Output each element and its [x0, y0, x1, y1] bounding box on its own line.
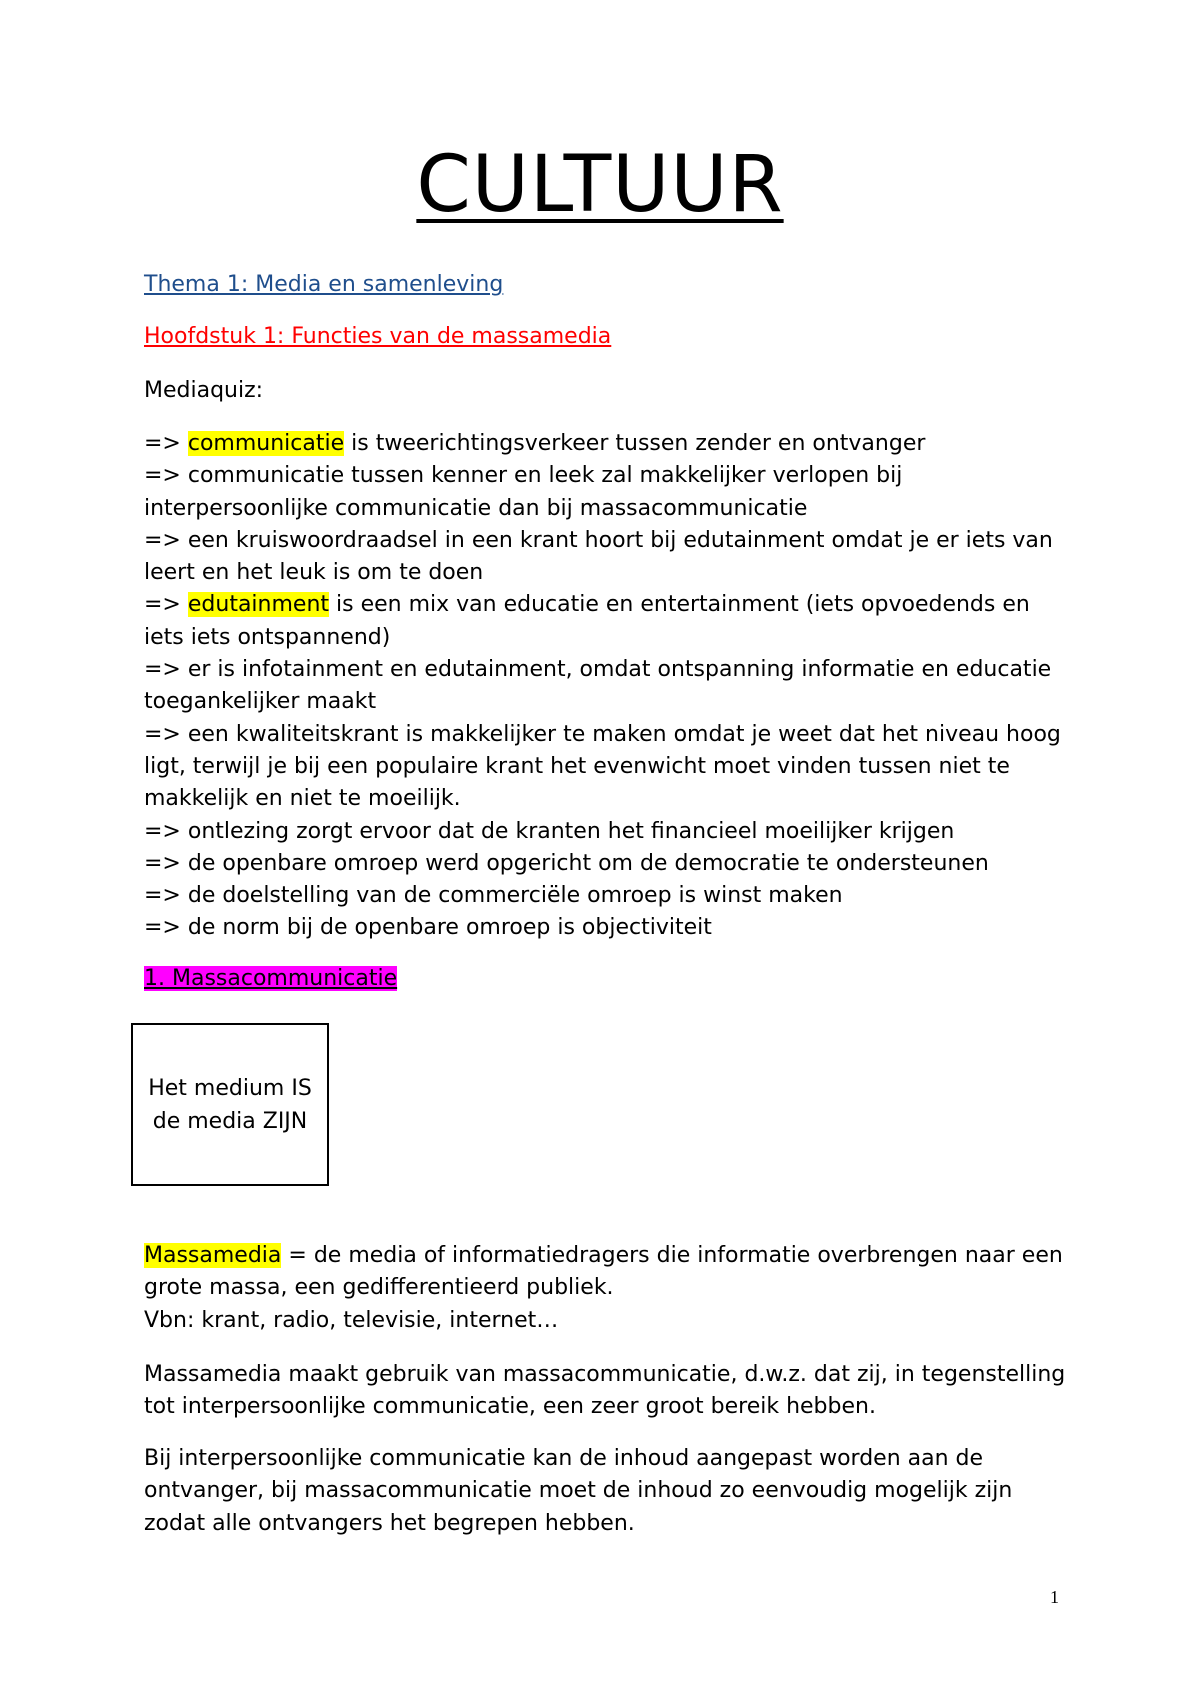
quiz-item: => een kruiswoordraadsel in een krant hoort bij edutainment omdat je er iets van leert en het leuk is om te doen [144, 527, 1053, 586]
quiz-item: => de openbare omroep werd opgericht om de democratie te ondersteunen [144, 850, 989, 876]
highlighted-term: edutainment [187, 592, 330, 618]
definition-text [144, 1240, 1074, 1305]
quiz-item-prefix: => [144, 592, 188, 618]
page-title: CULTUUR [416, 140, 784, 230]
chapter-heading: Hoofdstuk 1: Functies van de massamedia [144, 324, 612, 349]
theme-heading: Thema 1: Media en samenleving [144, 272, 504, 297]
page-number: 1 [1050, 1587, 1059, 1607]
text-box-line: de media ZIJN [152, 1108, 308, 1134]
definition-term: Massamedia [144, 1243, 282, 1268]
definition-body: = de media of informatiedragers die informatie overbrengen naar een grote massa, een gedifferentieerd publiek. [144, 1243, 1063, 1301]
quiz-item: => de norm bij de openbare omroep is objectiviteit [144, 915, 712, 941]
quiz-item: => een kwaliteitskrant is makkelijker te maken omdat je weet dat het niveau hoog ligt, terwijl je bij een populaire krant het evenwicht moet vinden tussen niet te makkelijk en niet te moeilijk. [144, 721, 1061, 812]
quiz-item: => ontlezing zorgt ervoor dat de kranten het financieel moeilijker krijgen [144, 818, 955, 844]
definition-example: Vbn: krant, radio, televisie, internet… [144, 1307, 559, 1333]
quiz-item-text: is een mix van educatie en entertainment (iets opvoedends en iets iets ontspannend) [144, 592, 1030, 650]
paragraph: Massamedia maakt gebruik van massacommunicatie, d.w.z. dat zij, in tegenstelling tot interpersoonlijke communicatie, een zeer groot bereik hebben. [144, 1362, 1066, 1420]
quiz-item-prefix: => [144, 431, 188, 456]
mediaquiz-label: Mediaquiz: [144, 378, 264, 403]
text-box [131, 1023, 329, 1186]
quiz-item: => communicatie tussen kenner en leek zal makkelijker verlopen bij interpersoonlijke communicatie dan bij massacommunicatie [144, 463, 903, 521]
highlighted-term: communicatie [187, 431, 345, 456]
section-heading [144, 966, 397, 991]
mediaquiz-list [144, 428, 1074, 945]
paragraph: Bij interpersoonlijke communicatie kan de inhoud aangepast worden aan de ontvanger, bij massacommunicatie moet de inhoud zo eenvoudig mogelijk zijn zodat alle ontvangers het begrepen hebben. [144, 1446, 1013, 1536]
quiz-item [144, 428, 1074, 460]
quiz-item [144, 589, 1074, 654]
text-box-content [148, 1072, 312, 1138]
definition-paragraph [144, 1240, 1074, 1337]
quiz-item: => er is infotainment en edutainment, omdat ontspanning informatie en educatie toegankelijker maakt [144, 657, 1052, 715]
quiz-item-text: is tweerichtingsverkeer tussen zender en ontvanger [344, 431, 926, 456]
quiz-item: => de doelstelling van de commerciële omroep is winst maken [144, 883, 843, 909]
text-box-line: Het medium IS [148, 1075, 312, 1101]
section-heading-text: 1. Massacommunicatie [144, 966, 398, 991]
